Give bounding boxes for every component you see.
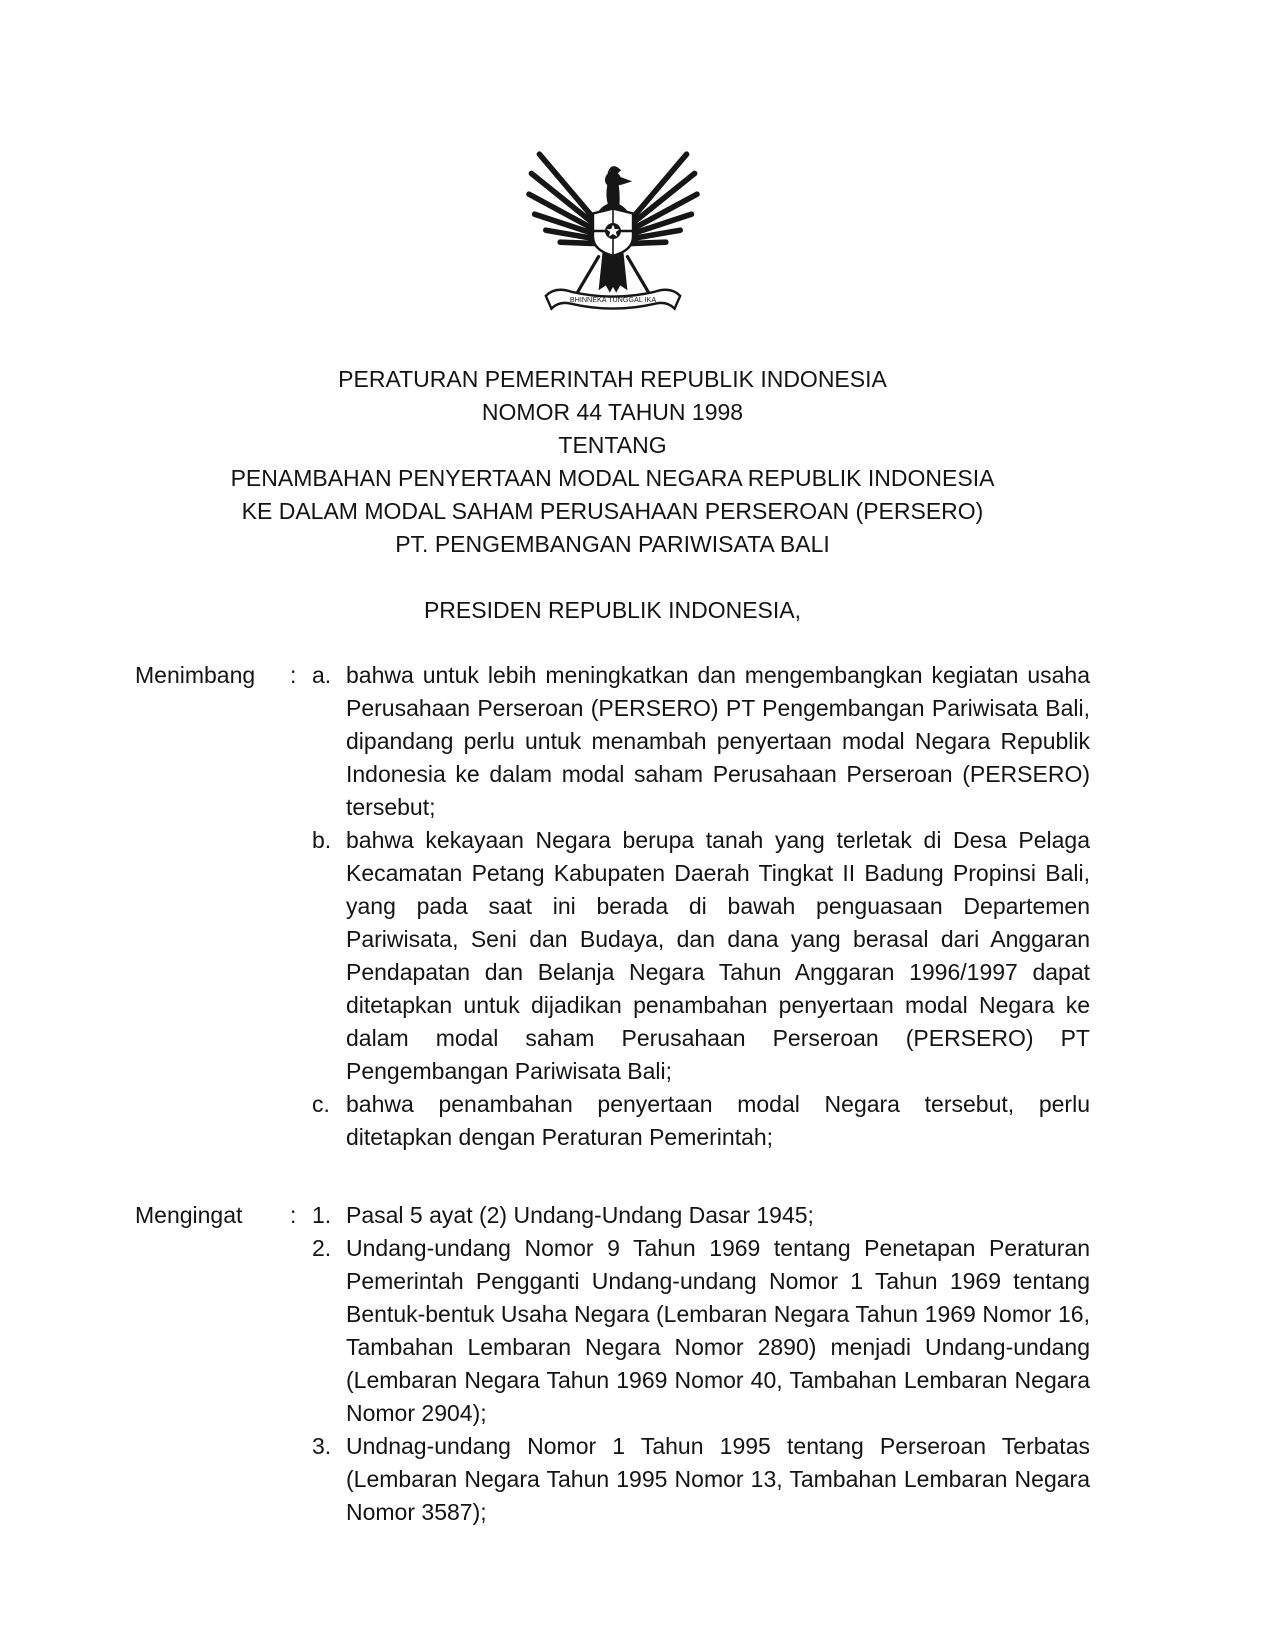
garuda-pancasila-emblem bbox=[135, 0, 1090, 333]
section-menimbang-items bbox=[312, 659, 1090, 1154]
section-mengingat-label: Mengingat bbox=[135, 1202, 243, 1228]
title-line-3: TENTANG bbox=[558, 432, 667, 458]
section-menimbang bbox=[135, 659, 1090, 1154]
item-marker: c. bbox=[312, 1091, 330, 1117]
section-menimbang-colon: : bbox=[290, 662, 297, 688]
list-item bbox=[312, 1232, 1090, 1430]
item-text: bahwa untuk lebih meningkatkan dan mengembangkan kegiatan usaha Perusahaan Perseroan (PERSERO) PT Pengembangan Pariwisata Bali, dipandang perlu untuk menambah penyertaan modal Negara Republik Indonesia ke dalam modal saham Perusahaan Perseroan (PERSERO) tersebut; bbox=[346, 662, 1090, 820]
emblem-banner-text: BHINNEKA TUNGGAL IKA bbox=[569, 295, 656, 305]
garuda-pancasila-icon bbox=[525, 138, 701, 324]
section-mengingat bbox=[135, 1199, 1090, 1529]
item-text: bahwa kekayaan Negara berupa tanah yang terletak di Desa Pelaga Kecamatan Petang Kabupaten Daerah Tingkat II Badung Propinsi Bali, yang pada saat ini berada di bawah penguasaan Departemen Pariwisata, Seni dan Budaya, dan dana yang berasal dari Anggaran Pendapatan dan Belanja Negara Tahun Anggaran 1996/1997 dapat ditetapkan untuk dijadikan penambahan penyertaan modal Negara ke dalam modal saham Perusahaan Perseroan (PERSERO) PT Pengembangan Pariwisata Bali; bbox=[346, 827, 1090, 1084]
item-marker: b. bbox=[312, 827, 332, 853]
list-item bbox=[312, 1430, 1090, 1529]
section-mengingat-colon: : bbox=[290, 1202, 297, 1228]
item-marker: 1. bbox=[312, 1202, 332, 1228]
item-text: Undnag-undang Nomor 1 Tahun 1995 tentang Perseroan Terbatas (Lembaran Negara Tahun 1995 Nomor 13, Tambahan Lembaran Negara Nomor 3587); bbox=[346, 1433, 1090, 1525]
item-marker: 2. bbox=[312, 1235, 332, 1261]
item-text: Pasal 5 ayat (2) Undang-Undang Dasar 1945; bbox=[346, 1202, 814, 1228]
section-menimbang-label: Menimbang bbox=[135, 662, 256, 688]
title-line-4: PENAMBAHAN PENYERTAAN MODAL NEGARA REPUBLIK INDONESIA bbox=[230, 465, 995, 491]
item-text: Undang-undang Nomor 9 Tahun 1969 tentang Penetapan Peraturan Pemerintah Pengganti Undang-undang Nomor 1 Tahun 1969 tentang Bentuk-bentuk Usaha Negara (Lembaran Negara Tahun 1969 Nomor 16, Tambahan Lembaran Negara Nomor 2890) menjadi Undang-undang (Lembaran Negara Tahun 1969 Nomor 40, Tambahan Lembaran Negara Nomor 2904); bbox=[346, 1235, 1090, 1426]
list-item bbox=[312, 659, 1090, 824]
title-line-1: PERATURAN PEMERINTAH REPUBLIK INDONESIA bbox=[338, 366, 887, 392]
list-item bbox=[312, 1199, 1090, 1232]
title-line-6: PT. PENGEMBANGAN PARIWISATA BALI bbox=[395, 531, 830, 557]
title-line-2: NOMOR 44 TAHUN 1998 bbox=[481, 399, 744, 425]
list-item bbox=[312, 1088, 1090, 1154]
title-line-5: KE DALAM MODAL SAHAM PERUSAHAAN PERSEROAN (PERSERO) bbox=[241, 498, 984, 524]
document-subtitle: PRESIDEN REPUBLIK INDONESIA, bbox=[423, 597, 802, 623]
document-title-block bbox=[135, 363, 1090, 561]
section-mengingat-items bbox=[312, 1199, 1090, 1529]
item-text: bahwa penambahan penyertaan modal Negara tersebut, perlu ditetapkan dengan Peraturan Pemerintah; bbox=[346, 1091, 1090, 1150]
list-item bbox=[312, 824, 1090, 1088]
item-marker: 3. bbox=[312, 1433, 332, 1459]
item-marker: a. bbox=[312, 662, 332, 688]
